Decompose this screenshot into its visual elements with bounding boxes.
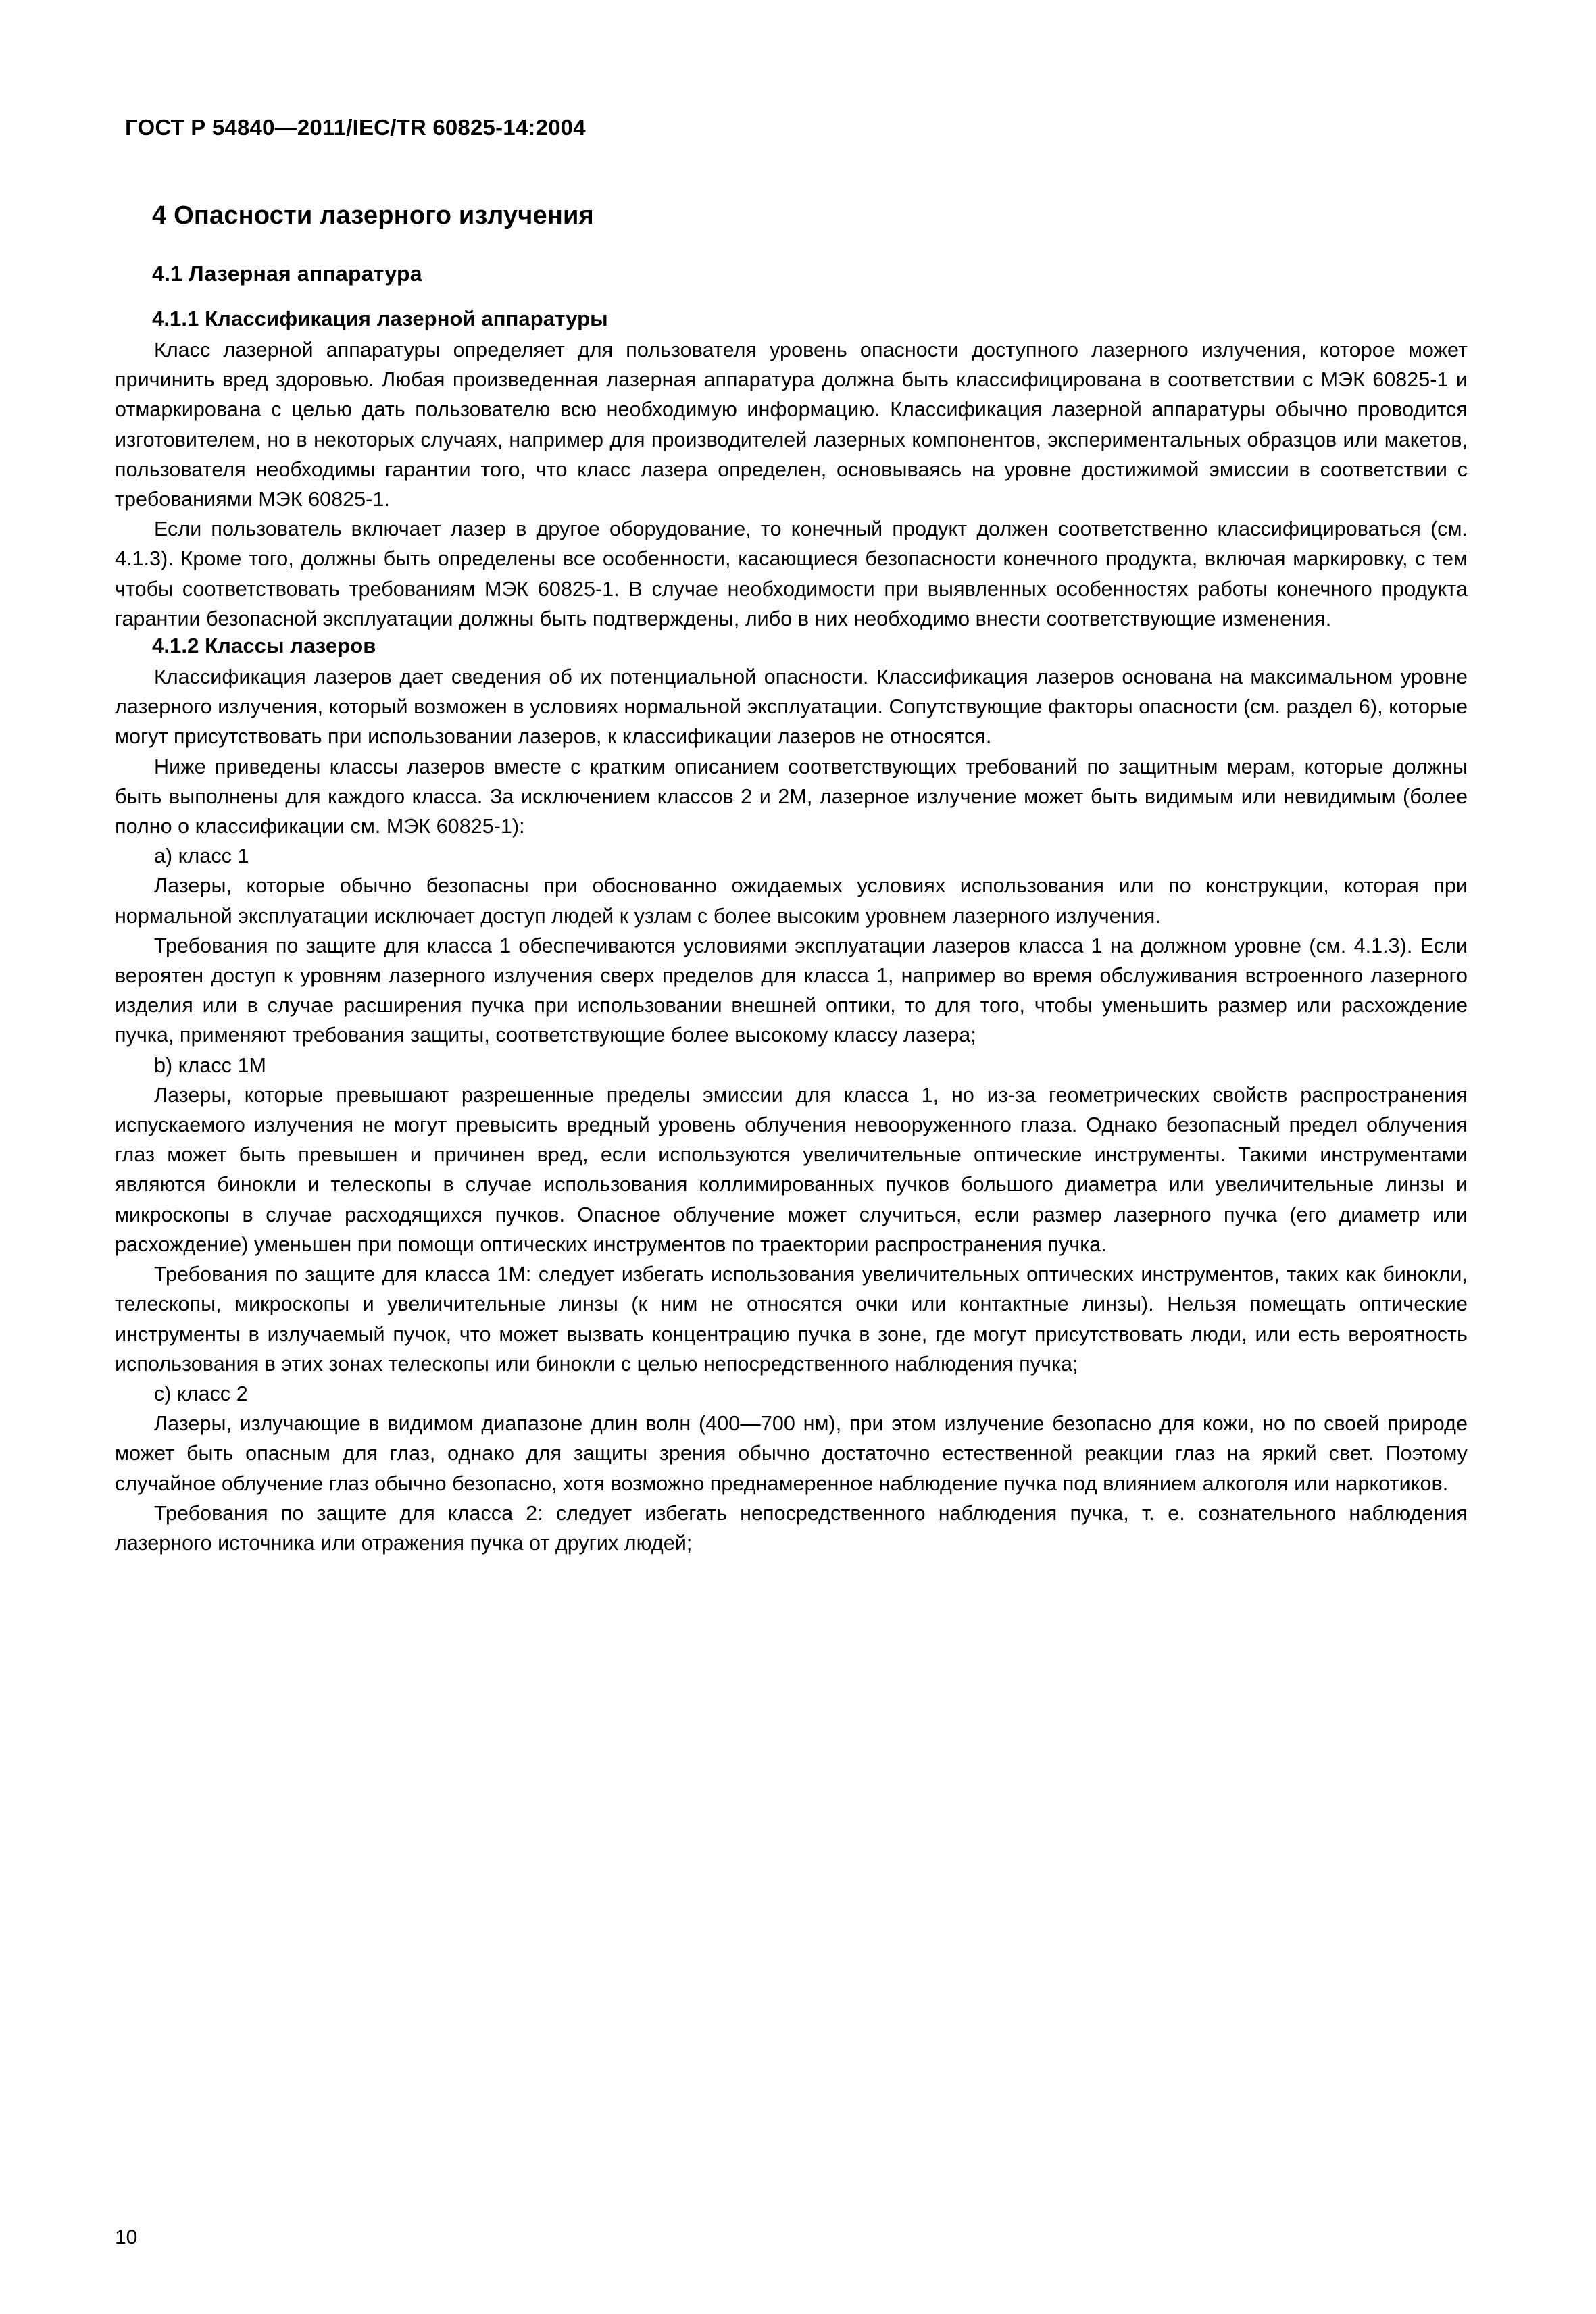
document-body	[115, 307, 1468, 1558]
paragraph: b) класс 1М	[154, 1053, 266, 1077]
paragraph: Ниже приведены классы лазеров вместе с кратким описанием соответствующих требований по защитным мерам, которые должны быть выполнены для каждого класса. За исключением классов 2 и 2М, лазерное излучение может быть видимым или невидимым (более полно о классификации см. МЭК 60825-1):	[115, 755, 1468, 838]
subsection-title: 4.1 Лазерная аппаратура	[152, 261, 422, 286]
paragraph: Требования по защите для класса 2: следует избегать непосредственного наблюдения пучка, т. е. сознательного наблюдения лазерного источника или отражения пучка от других людей;	[115, 1501, 1468, 1555]
paragraph: Требования по защите для класса 1М: следует избегать использования увеличительных оптических инструментов, таких как бинокли, телескопы, микроскопы и увеличительные линзы (к ним не относятся очки или контактные линзы). Нельзя помещать оптические инструменты в излучаемый пучок, что может вызвать концентрацию пучка в зоне, где могут присутствовать люди, или есть вероятность использования в этих зонах телескопы или бинокли с целью непосредственного наблюдения пучка;	[115, 1263, 1468, 1376]
subsubsection-title: 4.1.2 Классы лазеров	[152, 634, 376, 658]
document-header: ГОСТ Р 54840—2011/IEC/TR 60825-14:2004	[125, 115, 586, 140]
paragraph: Лазеры, излучающие в видимом диапазоне длин волн (400—700 нм), при этом излучение безопасно для кожи, но по своей природе может быть опасным для глаз, однако для защиты зрения обычно достаточно естественной реакции глаз на яркий свет. Поэтому случайное облучение глаз обычно безопасно, хотя возможно преднамеренное наблюдение пучка под влиянием алкоголя или наркотиков.	[115, 1412, 1468, 1495]
paragraph: a) класс 1	[154, 845, 249, 868]
paragraph: Класс лазерной аппаратуры определяет для пользователя уровень опасности доступного лазерного излучения, которое может причинить вред здоровью. Любая произведенная лазерная аппаратура должна быть классифицирована в соответствии с МЭК 60825-1 и отмаркирована с целью дать пользователю всю необходимую информацию. Классификация лазерной аппаратуры обычно проводится изготовителем, но в некоторых случаях, например для производителей лазерных компонентов, экспериментальных образцов или макетов, пользователя необходимы гарантии того, что класс лазера определен, основываясь на уровне достижимой эмиссии в соответствии с требованиями МЭК 60825-1.	[115, 338, 1468, 511]
page-number: 10	[115, 2226, 138, 2248]
paragraph: Лазеры, которые превышают разрешенные пределы эмиссии для класса 1, но из-за геометрических свойств распространения испускаемого излучения не могут превысить вредный уровень облучения невооруженного глаза. Однако безопасный предел облучения глаз может быть превышен и причинен вред, если используются увеличительные оптические инструменты. Такими инструментами являются бинокли и телескопы в случае использования коллимированных пучков большого диаметра или увеличительные линзы и микроскопы в случае расходящихся пучков. Опасное облучение может случиться, если размер лазерного пучка (его диаметр или расхождение) уменьшен при помощи оптических инструментов по траектории распространения пучка.	[115, 1083, 1468, 1256]
paragraph: Если пользователь включает лазер в другое оборудование, то конечный продукт должен соответственно классифицироваться (см. 4.1.3). Кроме того, должны быть определены все особенности, касающиеся безопасности конечного продукта, включая маркировку, с тем чтобы соответствовать требованиям МЭК 60825-1. В случае необходимости при выявленных особенностях работы конечного продукта гарантии безопасной эксплуатации должны быть подтверждены, либо в них необходимо внести соответствующие изменения.	[115, 518, 1468, 630]
paragraph: Требования по защите для класса 1 обеспечиваются условиями эксплуатации лазеров класса 1 на должном уровне (см. 4.1.3). Если вероятен доступ к уровням лазерного излучения сверх пределов для класса 1, например во время обслуживания встроенного лазерного изделия или в случае расширения пучка при использовании внешней оптики, то для того, чтобы уменьшить размер или расхождение пучка, применяют требования защиты, соответствующие более высокому классу лазера;	[115, 934, 1468, 1047]
paragraph: Лазеры, которые обычно безопасны при обоснованно ожидаемых условиях использования или по конструкции, которая при нормальной эксплуатации исключает доступ людей к узлам с более высоким уровнем лазерного излучения.	[115, 874, 1468, 928]
paragraph: c) класс 2	[154, 1382, 248, 1405]
subsubsection-title: 4.1.1 Классификация лазерной аппаратуры	[152, 307, 608, 330]
paragraph: Классификация лазеров дает сведения об их потенциальной опасности. Классификация лазеров основана на максимальном уровне лазерного излучения, который возможен в условиях нормальной эксплуатации. Сопутствующие факторы опасности (см. раздел 6), которые могут присутствовать при использовании лазеров, к классификации лазеров не относятся.	[115, 665, 1468, 749]
page-title: 4 Опасности лазерного излучения	[152, 201, 594, 230]
